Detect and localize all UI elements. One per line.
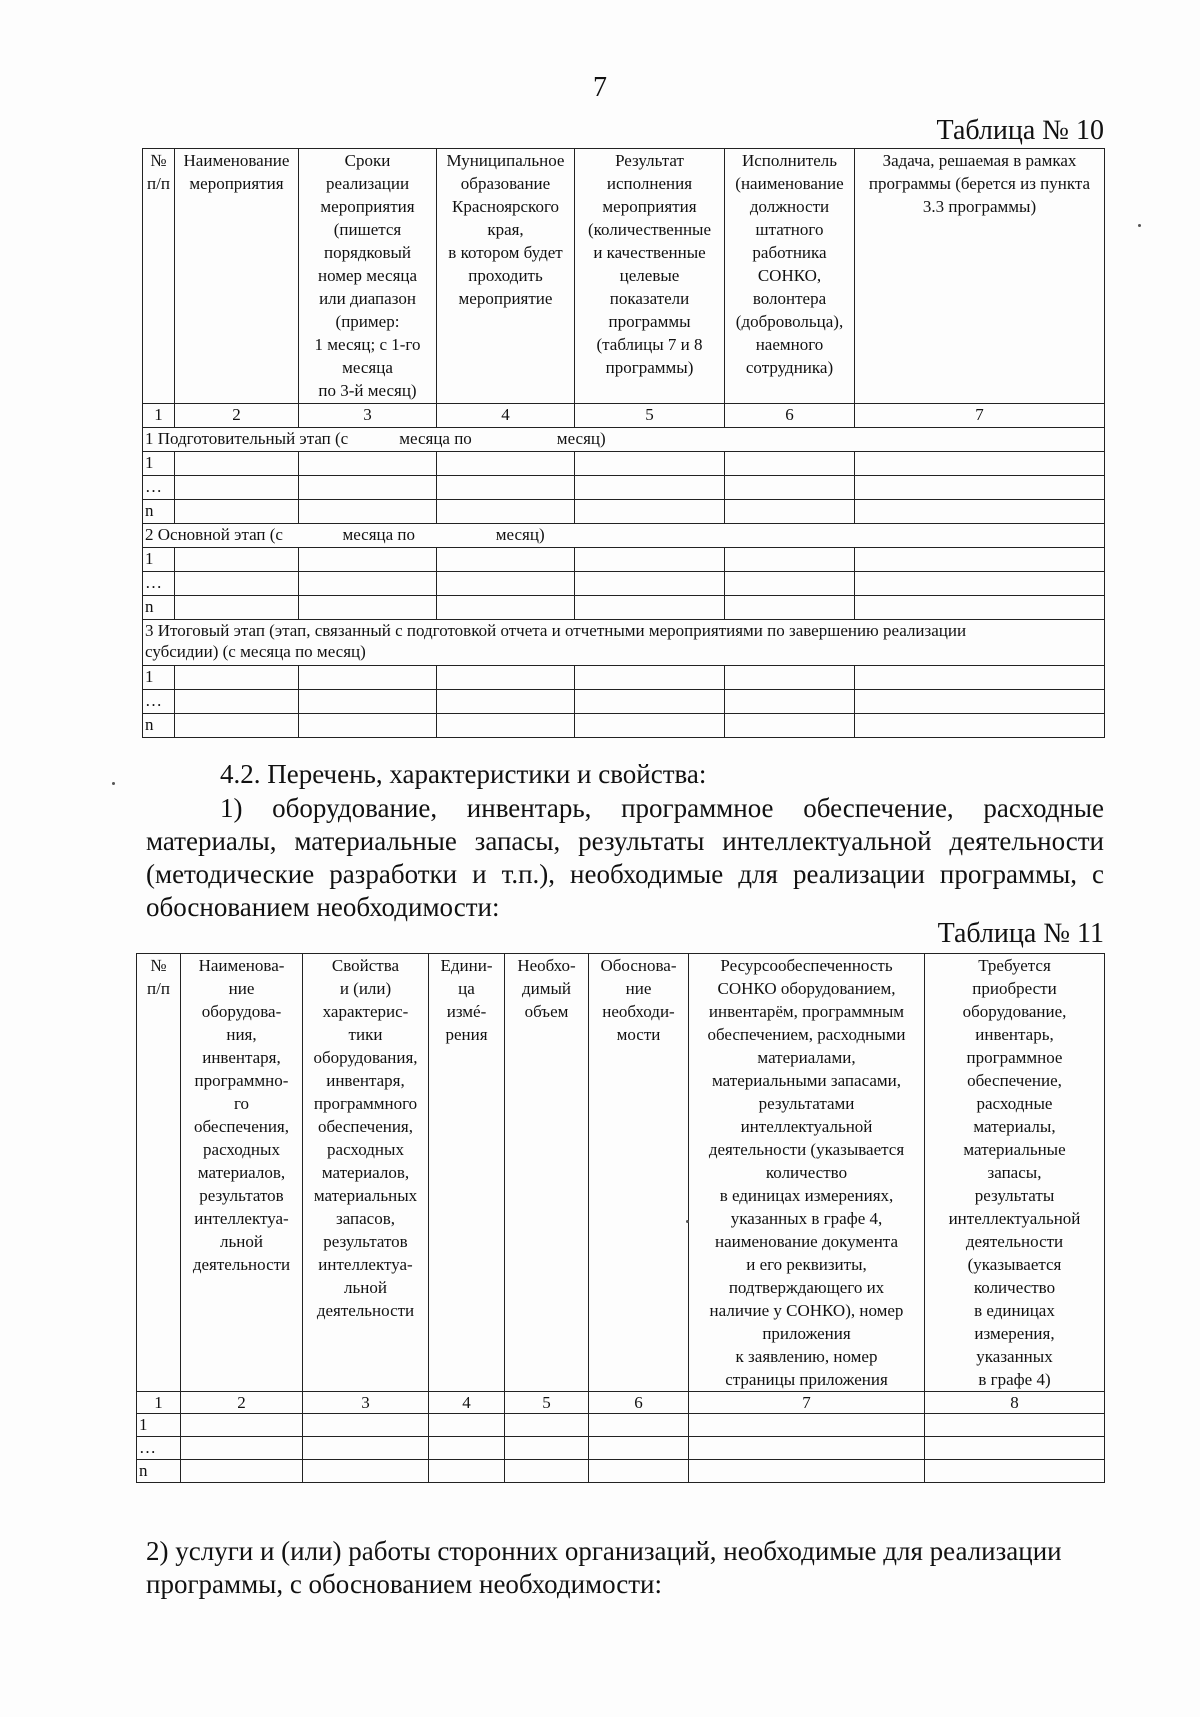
t11-header-item-name: Наименова- ние оборудова- ния, инвентаря, программно- го обеспечения, расходных материалов, результатов интеллектуа- льной деятельности bbox=[181, 954, 303, 1392]
table-row bbox=[143, 500, 1105, 524]
t10-stage-row bbox=[143, 428, 1105, 452]
t10-header-event-name: Наименование мероприятия bbox=[175, 149, 299, 404]
table-row bbox=[143, 714, 1105, 738]
table-row bbox=[137, 1437, 1105, 1460]
t11-colnum: 1 bbox=[137, 1392, 181, 1414]
t10-header-timing: Сроки реализации мероприятия (пишется порядковый номер месяца или диапазон (пример: 1 месяц; с 1-го месяца по 3-й месяц) bbox=[299, 149, 437, 404]
t11-header-properties: Свойства и (или) характерис- тики оборудования, инвентаря, программного обеспечения, расходных материалов, материальных запасов, результатов интеллектуа- льной деятельности bbox=[303, 954, 429, 1392]
section-item-2: 2) услуги и (или) работы сторонних организаций, необходимые для реализации программы, с обоснованием необходимости: bbox=[146, 1536, 1062, 1599]
row-index: … bbox=[143, 476, 175, 500]
row-index: n bbox=[143, 500, 175, 524]
table-10-caption: Таблица № 10 bbox=[936, 115, 1104, 146]
section-heading: 4.2. Перечень, характеристики и свойства: bbox=[220, 759, 707, 789]
t10-colnum: 7 bbox=[855, 404, 1105, 428]
table-row bbox=[143, 690, 1105, 714]
table-row bbox=[143, 452, 1105, 476]
t11-header-resources: Ресурсообеспеченность СОНКО оборудованием, инвентарём, программным обеспечением, расходными материалами, материальными запасами, результатами интеллектуальной деятельности (указывается количество в единицах измерениях, указанных в графе 4, наименование документа и его реквизиты, подтверждающего их наличие у СОНКО), номер приложения к заявлению, номер страницы приложения bbox=[689, 954, 925, 1392]
row-index: … bbox=[137, 1437, 181, 1460]
t11-header-purchase: Требуется приобрести оборудование, инвентарь, программное обеспечение, расходные материалы, материальные запасы, результаты интеллектуальной деятельности (указывается количество в единицах измерения, указанных в графе 4) bbox=[925, 954, 1105, 1392]
t10-colnum: 3 bbox=[299, 404, 437, 428]
table-row bbox=[143, 666, 1105, 690]
table-row bbox=[143, 572, 1105, 596]
table-10 bbox=[142, 148, 1105, 738]
row-index: 1 bbox=[143, 452, 175, 476]
t10-header-executor: Исполнитель (наименование должности штатного работника СОНКО, волонтера (добровольца), наемного сотрудника) bbox=[725, 149, 855, 404]
t11-header-justification: Обоснова- ние необходи- мости bbox=[589, 954, 689, 1392]
row-index: … bbox=[143, 572, 175, 596]
t11-colnum: 4 bbox=[429, 1392, 505, 1414]
table-11-caption: Таблица № 11 bbox=[937, 918, 1104, 949]
table-10-header-row bbox=[143, 149, 1105, 404]
section-item-1: 1) оборудование, инвентарь, программное обеспечение, расходные материалы, материальные запасы, результаты интеллектуальной деятельности (методические разработки и т.п.), необходимые для реализации программы, с обоснованием необходимости: bbox=[146, 793, 1104, 922]
t10-colnum: 5 bbox=[575, 404, 725, 428]
row-index: … bbox=[143, 690, 175, 714]
t10-column-numbers-row bbox=[143, 404, 1105, 428]
t10-header-number: № п/п bbox=[143, 149, 175, 404]
t11-header-number: № п/п bbox=[137, 954, 181, 1392]
scan-speck bbox=[112, 782, 115, 785]
table-row bbox=[143, 596, 1105, 620]
t10-header-result: Результат исполнения мероприятия (количественные и качественные целевые показатели программы (таблицы 7 и 8 программы) bbox=[575, 149, 725, 404]
row-index: 1 bbox=[143, 666, 175, 690]
page-number: 7 bbox=[593, 72, 607, 103]
t10-header-municipality: Муниципальное образование Красноярского края, в котором будет проходить мероприятие bbox=[437, 149, 575, 404]
table-row bbox=[143, 476, 1105, 500]
table-row bbox=[137, 1414, 1105, 1437]
table-row bbox=[143, 548, 1105, 572]
table-row bbox=[137, 1460, 1105, 1483]
t10-colnum: 6 bbox=[725, 404, 855, 428]
row-index: n bbox=[143, 714, 175, 738]
t10-colnum: 4 bbox=[437, 404, 575, 428]
t11-header-unit: Едини- ца измé- рения bbox=[429, 954, 505, 1392]
row-index: n bbox=[137, 1460, 181, 1483]
t11-colnum: 6 bbox=[589, 1392, 689, 1414]
t11-colnum: 8 bbox=[925, 1392, 1105, 1414]
t10-stage-row bbox=[143, 620, 1105, 666]
t11-colnum: 2 bbox=[181, 1392, 303, 1414]
t10-colnum: 2 bbox=[175, 404, 299, 428]
t10-stage-3-title: 3 Итоговый этап (этап, связанный с подготовкой отчета и отчетными мероприятиями по завершению реализации субсидии) (с месяца по месяц) bbox=[143, 620, 1105, 666]
t11-column-numbers-row bbox=[137, 1392, 1105, 1414]
t11-header-volume: Необхо- димый объем bbox=[505, 954, 589, 1392]
t10-stage-row bbox=[143, 524, 1105, 548]
t11-colnum: 3 bbox=[303, 1392, 429, 1414]
table-11 bbox=[136, 953, 1105, 1483]
t11-colnum: 5 bbox=[505, 1392, 589, 1414]
t11-colnum: 7 bbox=[689, 1392, 925, 1414]
scan-speck bbox=[1138, 224, 1141, 227]
t10-colnum: 1 bbox=[143, 404, 175, 428]
scan-speck bbox=[686, 1220, 689, 1223]
row-index: 1 bbox=[143, 548, 175, 572]
t10-stage-2-title: 2 Основной этап (с месяца по месяц) bbox=[143, 524, 1105, 548]
t10-header-task: Задача, решаемая в рамках программы (берется из пункта 3.3 программы) bbox=[855, 149, 1105, 404]
row-index: n bbox=[143, 596, 175, 620]
table-11-header-row bbox=[137, 954, 1105, 1392]
row-index: 1 bbox=[137, 1414, 181, 1437]
t10-stage-1-title: 1 Подготовительный этап (с месяца по месяц) bbox=[143, 428, 1105, 452]
